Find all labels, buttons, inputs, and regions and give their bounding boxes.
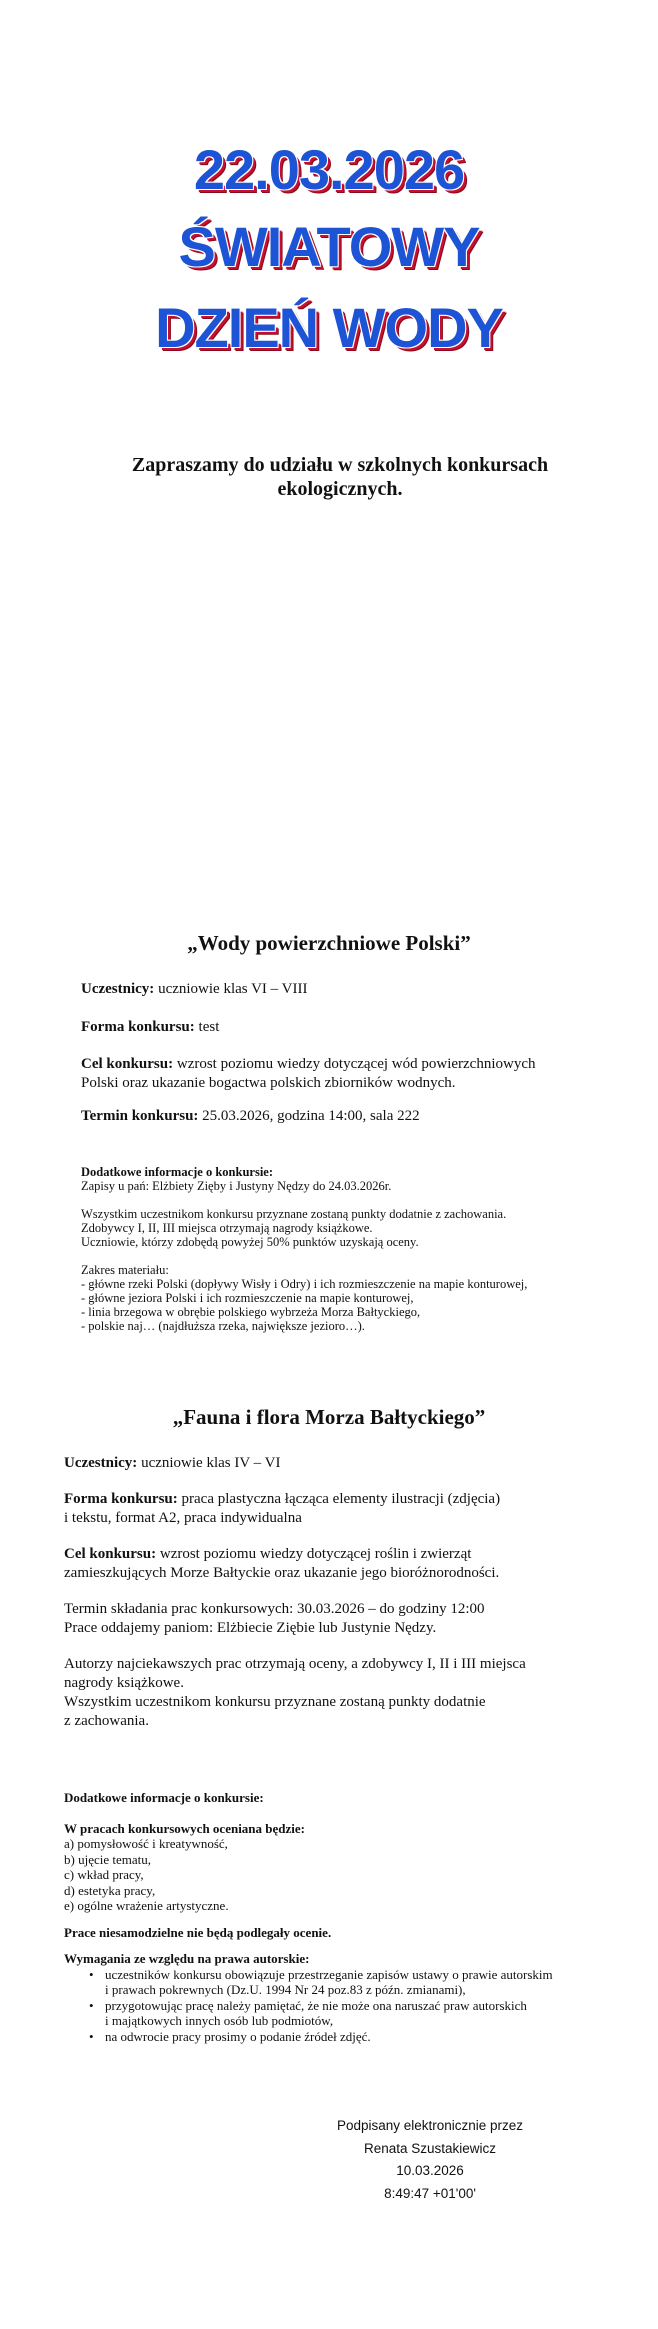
copyright-list [64, 1967, 624, 2045]
form-value-line-1: praca plastyczna łącząca elementy ilustracji (zdjęcia) [177, 1491, 501, 1507]
contest-1-title: „Wody powierzchniowe Polski” [187, 931, 471, 955]
criteria-item: c) wkład pracy, [64, 1867, 144, 1882]
criteria-item: e) ogólne wrażenie artystyczne. [64, 1898, 229, 1913]
signature-date: 10.03.2026 [396, 2163, 464, 2178]
scope-item: - polskie naj… (najdłuższa rzeka, największe jezioro…). [81, 1319, 365, 1333]
points-line-1: Wszystkim uczestnikom konkursu przyznane zostaną punkty dodatnie z zachowania. [81, 1207, 507, 1221]
copyright-item-line: • przygotowując pracę należy pamiętać, że nie może ona naruszać praw autorskich [105, 1997, 527, 2013]
goal-line-1: wzrost poziomu wiedzy dotyczącej wód powierzchniowych [173, 1056, 536, 1072]
awards-line-3: Wszystkim uczestnikom konkursu przyznane zostaną punkty dodatnie [64, 1694, 486, 1710]
goal-line-2: Polski oraz ukazanie bogactwa polskich zbiorników wodnych. [81, 1075, 456, 1091]
registration-line: Zapisy u pań: Elżbiety Zięby i Justyny Nędzy do 24.03.2026r. [81, 1179, 392, 1193]
contest-2-extra-info [64, 1790, 624, 2044]
criteria-title: W pracach konkursowych oceniana będzie: [64, 1820, 305, 1836]
contest-1-form [81, 1018, 219, 1037]
contest-2-participants [64, 1454, 280, 1473]
signature-time: 8:49:47 +01'00' [384, 2185, 476, 2201]
criteria-item: a) pomysłowość i kreatywność, [64, 1836, 228, 1851]
participants-label: Uczestnicy: [64, 1455, 138, 1471]
scope-item: - główne jeziora Polski i ich rozmieszczenie na mapie konturowej, [81, 1291, 414, 1305]
awards-line-4: z zachowania. [64, 1713, 149, 1729]
participants-label: Uczestnicy: [81, 981, 155, 997]
copyright-item-line: i prawach pokrewnych (Dz.U. 1994 Nr 24 poz.83 z późn. zmianami), [105, 1982, 466, 1997]
extra-info-title: Dodatkowe informacje o konkursie: [64, 1790, 264, 1805]
goal-line-2: zamieszkujących Morze Bałtyckie oraz ukazanie jego bioróżnorodności. [64, 1565, 500, 1581]
copyright-item-line: i majątkowych innych osób lub podmiotów, [105, 2013, 334, 2028]
scope-title: Zakres materiału: [81, 1263, 169, 1277]
signature-name: Renata Szustakiewicz [363, 2140, 497, 2156]
participants-value: uczniowie klas VI – VIII [154, 981, 308, 997]
criteria-item: d) estetyka pracy, [64, 1882, 156, 1898]
goal-label: Cel konkursu: [64, 1546, 157, 1562]
form-value-line-2: i tekstu, format A2, praca indywidualna [64, 1510, 302, 1526]
participants-value: uczniowie klas IV – VI [137, 1455, 281, 1471]
points-line-2: Zdobywcy I, II, III miejsca otrzymają nagrody książkowe. [81, 1221, 373, 1235]
extra-info-title: Dodatkowe informacje o konkursie: [81, 1165, 274, 1179]
headline-date: 22.03.2026 [193, 138, 465, 201]
contest-1-date [81, 1107, 420, 1126]
contest-2-deadline [64, 1600, 485, 1638]
copyright-item-line: • na odwrocie pracy prosimy o podanie źródeł zdjęć. [105, 2028, 371, 2044]
deadline-line-2: Prace oddajemy paniom: Elżbiecie Ziębie lub Justynie Nędzy. [64, 1620, 437, 1636]
date-value: 25.03.2026, godzina 14:00, sala 222 [198, 1108, 420, 1124]
contest-1-goal [81, 1055, 536, 1093]
signature-line-1: Podpisany elektronicznie przez [336, 2118, 524, 2133]
deadline-line-1: Termin składania prac konkursowych: 30.03.2026 – do godziny 12:00 [64, 1601, 485, 1617]
copyright-item [64, 1967, 624, 1998]
copyright-item [64, 1998, 624, 2029]
contest-2-awards [64, 1655, 526, 1731]
copyright-title: Wymagania ze względu na prawa autorskie: [64, 1951, 310, 1966]
awards-line-2: nagrody książkowe. [64, 1675, 184, 1691]
date-label: Termin konkursu: [81, 1108, 199, 1124]
contest-2-goal [64, 1545, 499, 1583]
headline-line-2: ŚWIATOWY [178, 215, 480, 278]
scope-item: - linia brzegowa w obrębie polskiego wybrzeża Morza Bałtyckiego, [81, 1305, 421, 1319]
contest-2-title: „Fauna i flora Morza Bałtyckiego” [172, 1405, 486, 1429]
points-line-3: Uczniowie, którzy zdobędą powyżej 50% punktów uzyskają oceny. [81, 1235, 419, 1249]
contest-1-participants [81, 980, 307, 999]
criteria-item: b) ujęcie tematu, [64, 1851, 151, 1867]
form-label: Forma konkursu: [64, 1491, 178, 1507]
goal-label: Cel konkursu: [81, 1056, 174, 1072]
goal-line-1: wzrost poziomu wiedzy dotyczącej roślin i zwierząt [156, 1546, 472, 1562]
copyright-item [64, 2029, 624, 2045]
form-value: test [194, 1019, 220, 1035]
invitation-text: Zapraszamy do udziału w szkolnych konkursach ekologicznych. [131, 454, 549, 500]
independent-note: Prace niesamodzielne nie będą podlegały ocenie. [64, 1924, 332, 1940]
contest-1-extra-info [81, 1165, 527, 1333]
awards-line-1: Autorzy najciekawszych prac otrzymają oceny, a zdobywcy I, II i III miejsca [64, 1656, 526, 1672]
contest-2-form [64, 1490, 500, 1528]
scope-item: - główne rzeki Polski (dopływy Wisły i Odry) i ich rozmieszczenie na mapie konturowej, [81, 1277, 528, 1291]
headline-line-3: DZIEŃ WODY [155, 296, 503, 359]
electronic-signature [330, 2115, 530, 2205]
form-label: Forma konkursu: [81, 1019, 195, 1035]
copyright-item-line: • uczestników konkursu obowiązuje przestrzeganie zapisów ustawy o prawie autorskim [105, 1966, 553, 1982]
